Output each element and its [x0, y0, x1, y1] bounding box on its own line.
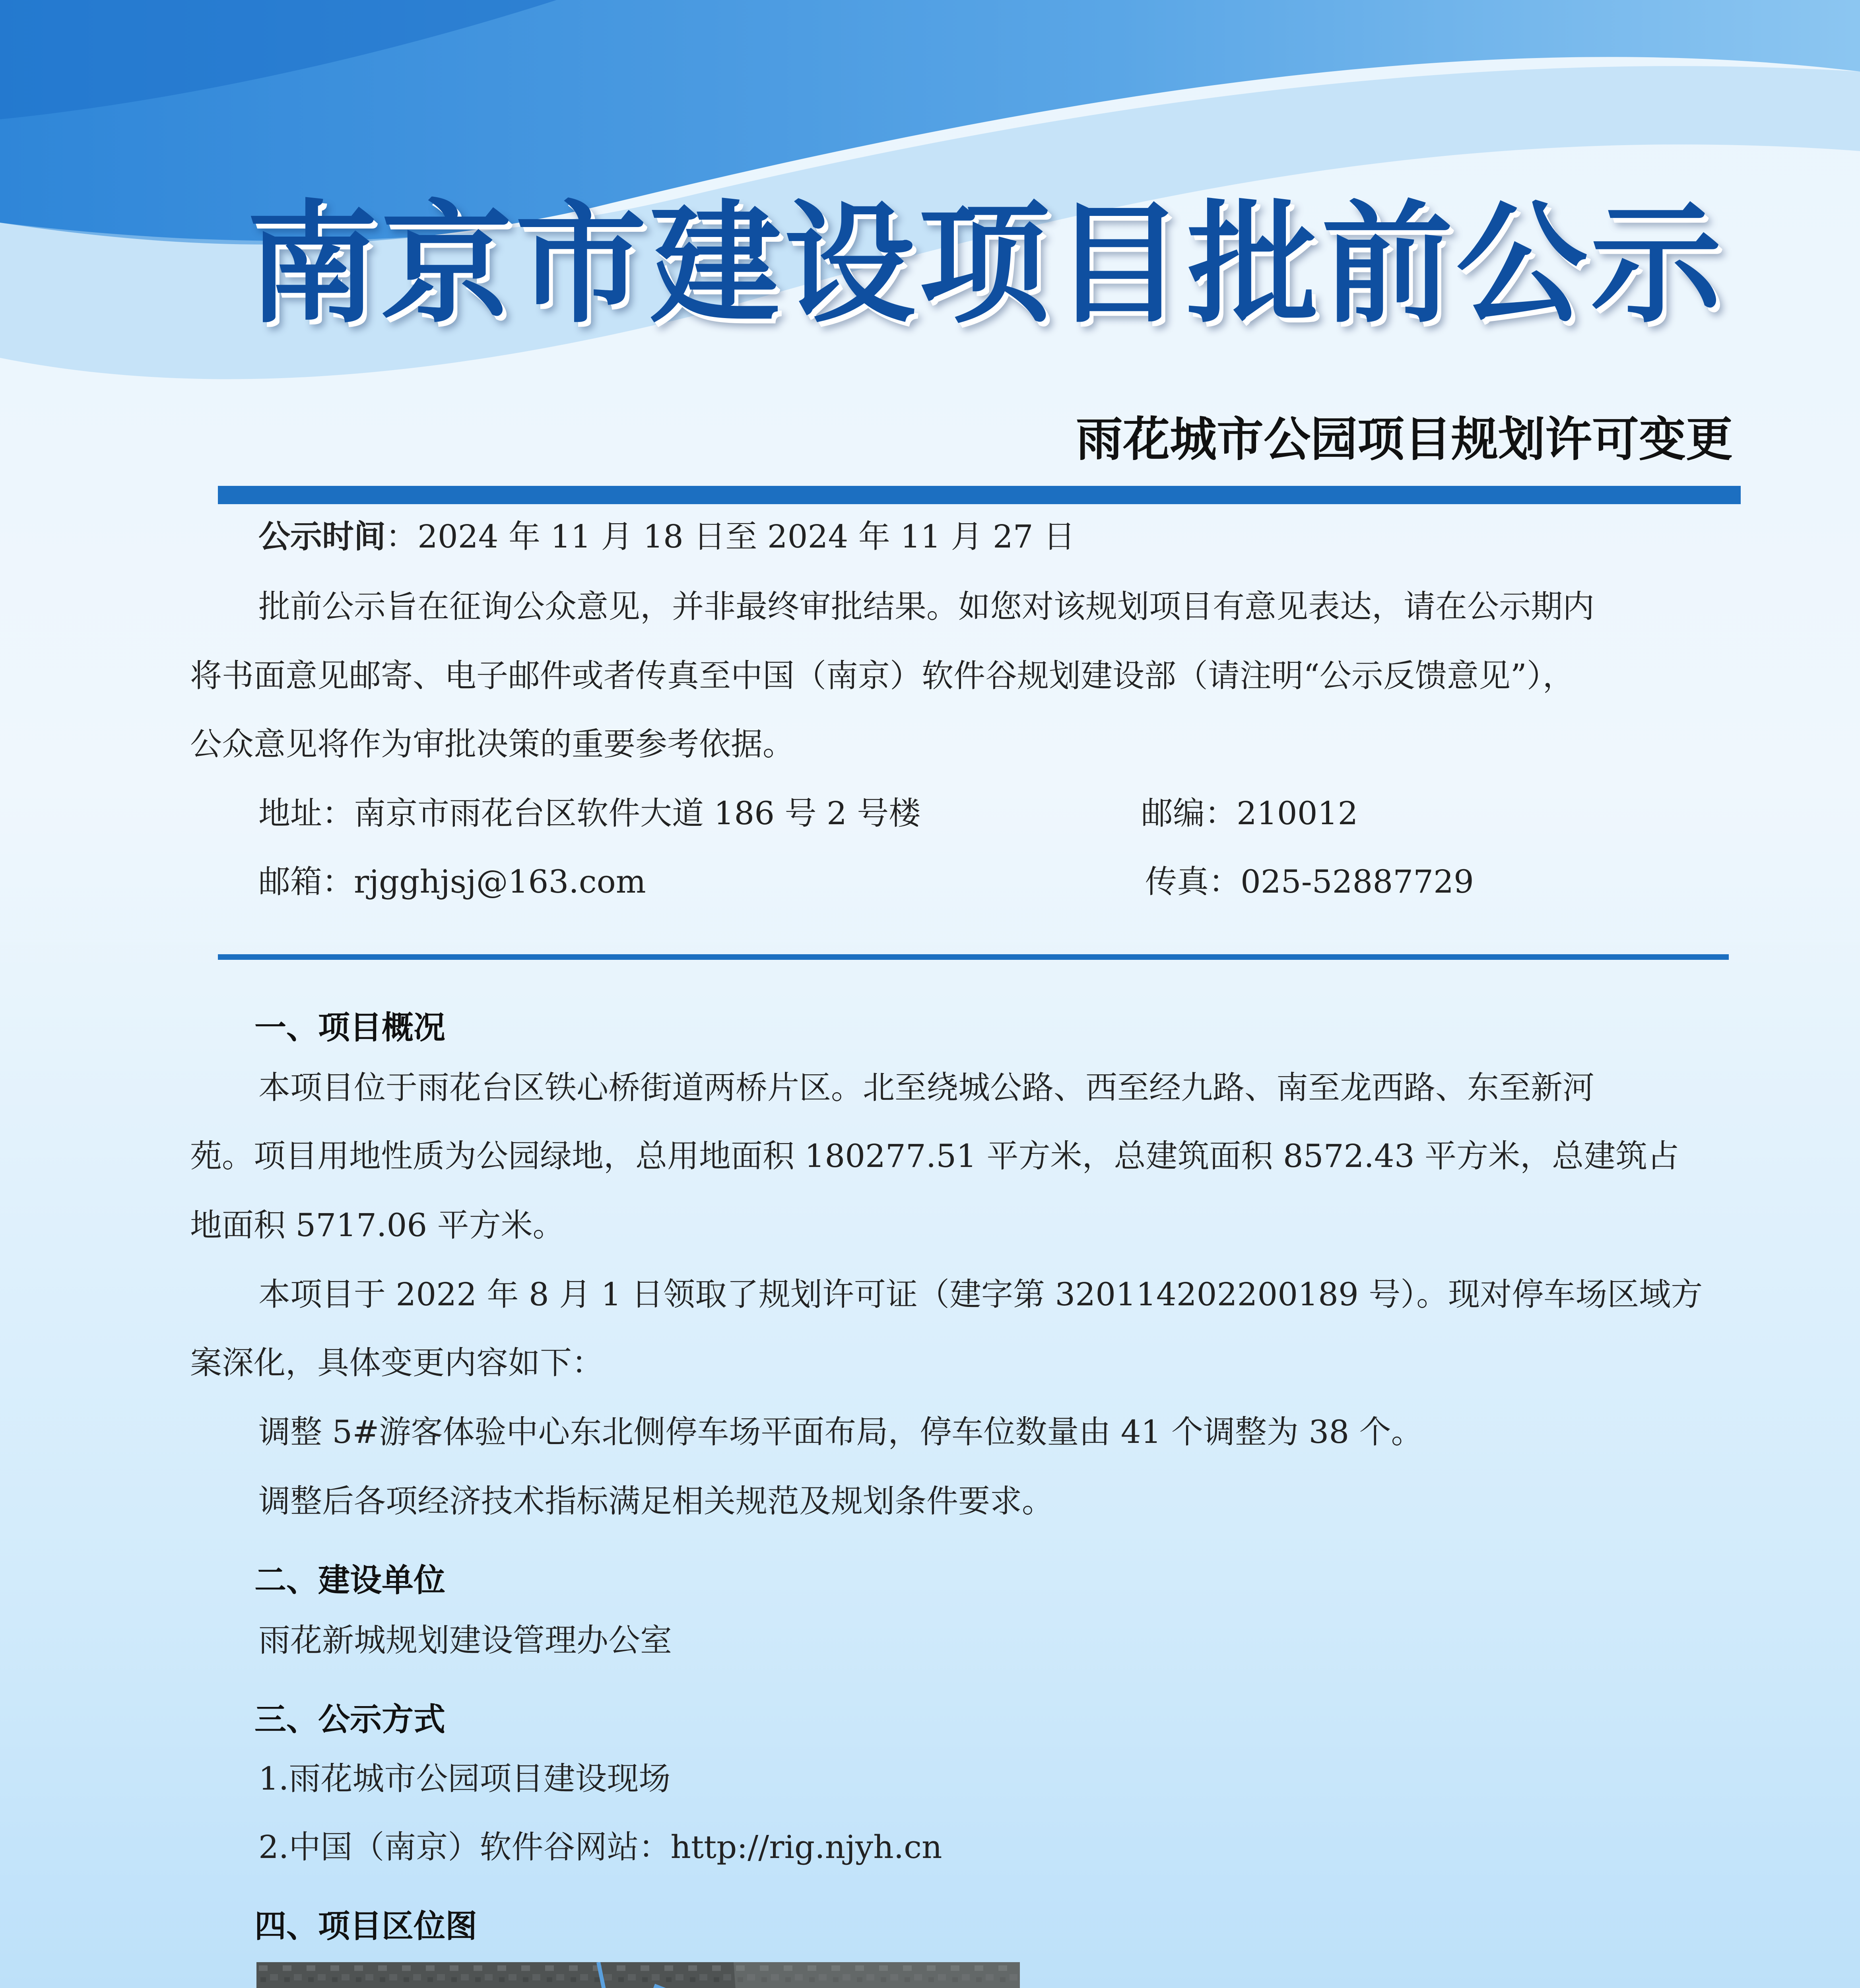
page-title: 南京市建设项目批前公示 — [247, 186, 1725, 341]
overview-line-4: 本项目于 2022 年 8 月 1 日领取了规划许可证（建字第 320114202200189 号）。现对停车场区域方 — [258, 1276, 1703, 1313]
divider-thin — [218, 954, 1729, 960]
overview-line-1: 本项目位于雨花台区铁心桥街道两桥片区。北至绕城公路、西至经九路、南至龙西路、东至新河 — [258, 1069, 1594, 1106]
builder-name: 雨花新城规划建设管理办公室 — [258, 1622, 672, 1659]
contact-postcode: 邮编：210012 — [1141, 795, 1358, 832]
notice-period-label: 公示时间 — [258, 518, 386, 555]
intro-line-2: 将书面意见邮寄、电子邮件或者传真至中国（南京）软件谷规划建设部（请注明“公示反馈意见”）， — [190, 657, 1575, 694]
overview-compliance: 调整后各项经济技术指标满足相关规范及规划条件要求。 — [258, 1483, 1054, 1520]
intro-line-3: 公众意见将作为审批决策的重要参考依据。 — [190, 726, 794, 763]
overview-line-3: 地面积 5717.06 平方米。 — [190, 1207, 565, 1244]
location-map — [256, 1962, 1020, 1988]
contact-address: 地址：南京市雨花台区软件大道 186 号 2 号楼 — [258, 795, 921, 832]
section-heading-location: 四、项目区位图 — [254, 1908, 477, 1945]
notice-period — [258, 503, 1075, 571]
section-heading-overview: 一、项目概况 — [254, 1009, 445, 1046]
section-heading-method: 三、公示方式 — [254, 1701, 445, 1738]
notice-period-value: ：2024 年 11 月 18 日至 2024 年 11 月 27 日 — [386, 518, 1076, 555]
divider-thick — [218, 486, 1741, 504]
method-item-2: 2.中国（南京）软件谷网站：http://rig.njyh.cn — [258, 1829, 942, 1866]
contact-email: 邮箱：rjgghjsj@163.com — [258, 863, 646, 900]
project-subtitle: 雨花城市公园项目规划许可变更 — [1076, 412, 1733, 467]
intro-line-1: 批前公示旨在征询公众意见，并非最终审批结果。如您对该规划项目有意见表达，请在公示期内 — [258, 588, 1594, 625]
overview-line-2: 苑。项目用地性质为公园绿地，总用地面积 180277.51 平方米，总建筑面积 8572.43 平方米，总建筑占 — [190, 1138, 1679, 1175]
method-item-1: 1.雨花城市公园项目建设现场 — [258, 1760, 671, 1797]
overview-line-5: 案深化，具体变更内容如下： — [190, 1344, 604, 1381]
section-heading-builder: 二、建设单位 — [254, 1562, 445, 1599]
contact-fax: 传真：025-52887729 — [1145, 863, 1474, 900]
overview-change-item: 调整 5#游客体验中心东北侧停车场平面布局，停车位数量由 41 个调整为 38 个。 — [258, 1413, 1423, 1450]
